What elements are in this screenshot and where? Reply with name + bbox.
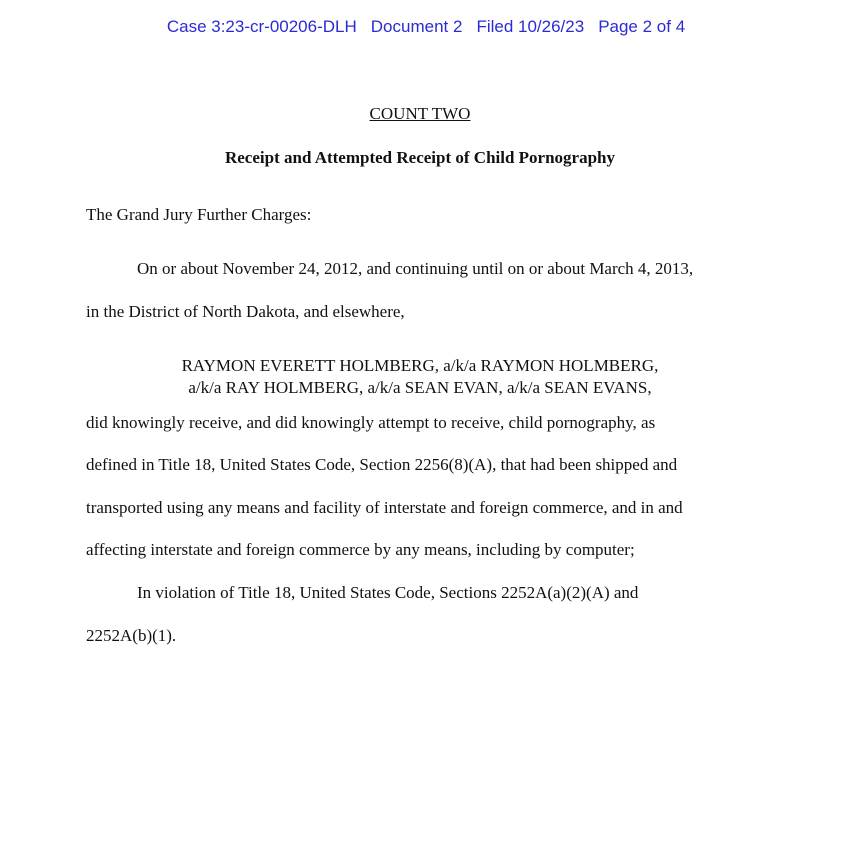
paragraph-line: In violation of Title 18, United States Code, Sections 2252A(a)(2)(A) and xyxy=(137,583,639,602)
paragraph-line: On or about November 24, 2012, and continuing until on or about March 4, 2013, xyxy=(137,259,694,278)
document-number: Document 2 xyxy=(370,17,463,36)
paragraph-line: 2252A(b)(1). xyxy=(86,626,177,645)
filed-date: Filed 10/26/23 xyxy=(476,17,585,36)
paragraph-line: defined in Title 18, United States Code, Section 2256(8)(A), that had been shipped and xyxy=(86,455,678,474)
count-subtitle: Receipt and Attempted Receipt of Child Pornography xyxy=(224,148,616,167)
defendant-names-line: RAYMON EVERETT HOLMBERG, a/k/a RAYMON HOLMBERG, xyxy=(181,356,659,375)
filing-header xyxy=(0,17,852,37)
paragraph-line: affecting interstate and foreign commerce by any means, including by computer; xyxy=(86,540,635,559)
paragraph-line: in the District of North Dakota, and elsewhere, xyxy=(86,302,405,321)
intro-line: The Grand Jury Further Charges: xyxy=(86,205,312,224)
case-number: Case 3:23-cr-00206-DLH xyxy=(166,17,357,36)
paragraph-line: did knowingly receive, and did knowingly attempt to receive, child pornography, as xyxy=(86,413,656,432)
page-indicator: Page 2 of 4 xyxy=(598,17,686,36)
defendant-names-line: a/k/a RAY HOLMBERG, a/k/a SEAN EVAN, a/k/a SEAN EVANS, xyxy=(188,378,652,397)
count-title: COUNT TWO xyxy=(369,104,471,123)
paragraph-line: transported using any means and facility of interstate and foreign commerce, and in and xyxy=(86,498,683,517)
